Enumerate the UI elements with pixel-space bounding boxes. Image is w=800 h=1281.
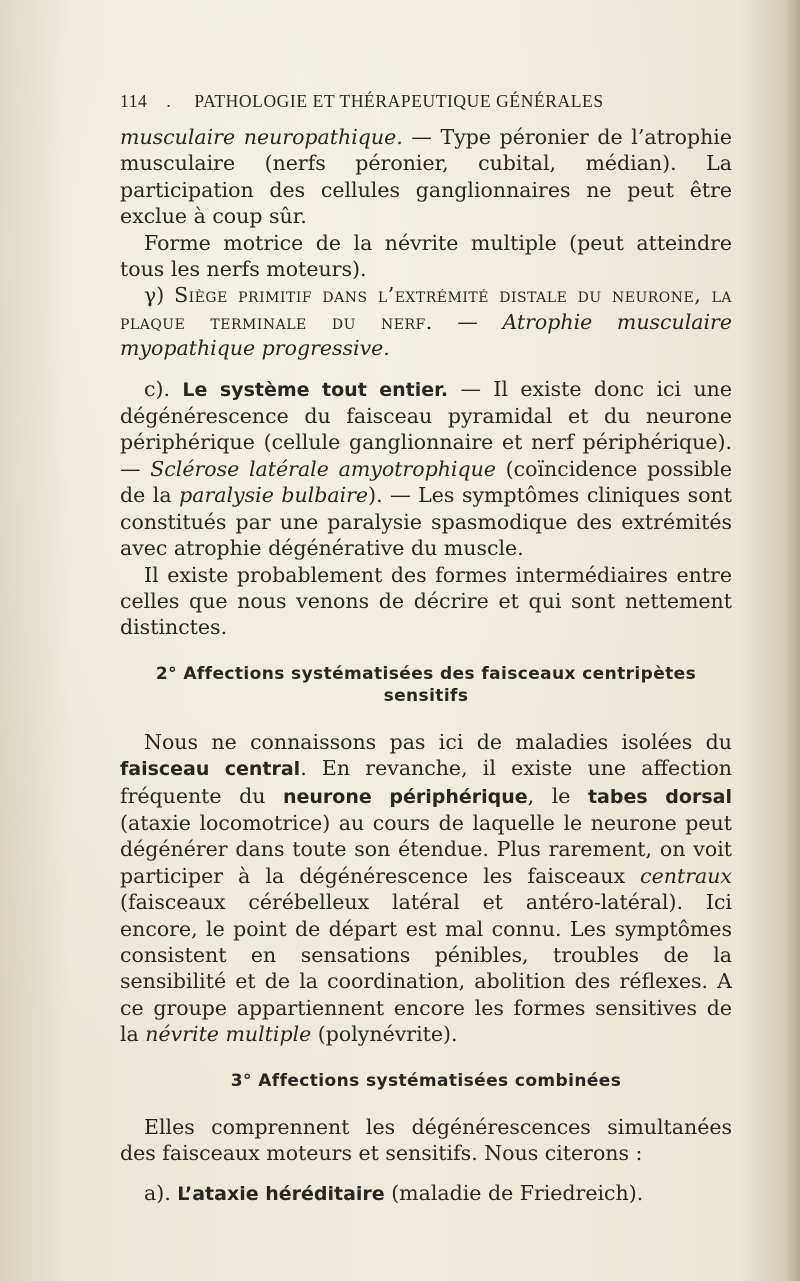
page-number: 114: [120, 91, 148, 111]
p6-bold3: tabes dorsal: [587, 785, 732, 808]
p4-label: c).: [144, 376, 183, 401]
p8-text: (maladie de Friedreich).: [384, 1181, 644, 1206]
p4-text1: — Il existe donc ici une dégénérescence du faisceau pyramidal et du neurone périphérique (cellule ganglionnaire et nerf périphérique). —: [120, 376, 732, 481]
section-heading-3: [120, 1070, 732, 1092]
paragraph-3: [120, 282, 732, 361]
section-heading-2: [120, 663, 732, 707]
p8-bold: L’ataxie héréditaire: [177, 1183, 385, 1206]
p6-italic2: névrite multiple: [145, 1022, 312, 1047]
paragraph-7: Elles comprennent les dégénérescences simultanées des faisceaux moteurs et sensitifs. Nous citerons :: [120, 1114, 732, 1165]
p3-label: γ): [144, 283, 175, 308]
spacer: [120, 641, 732, 663]
p4-text2: (coïncidence possible de la: [120, 456, 732, 508]
spacer: [120, 1092, 732, 1114]
p6-text5: (faisceaux cérébelleux latéral et antéro-latéral). Ici encore, le point de départ est mal connu. Les symptômes consistent en sensations pénibles, troubles de la sensibilité et de la coordination, abolition des réflexes. A ce groupe appartiennent encore les formes sensitives de la: [120, 890, 732, 1047]
section-3-number: 3°: [230, 1070, 252, 1091]
section-3-title: Affections systématisées combinées: [258, 1070, 622, 1091]
p3-italic: Atrophie musculaire myopathique progressive.: [120, 309, 732, 361]
paragraph-8: [120, 1180, 732, 1207]
p3-dash: —: [432, 309, 503, 334]
paragraph-1: [120, 124, 732, 230]
p6-text6: (polynévrite).: [311, 1022, 458, 1047]
p1-italic: musculaire neuropathique.: [120, 125, 403, 149]
text-block: [120, 88, 732, 1208]
paragraph-5: Il existe probablement des formes intermédiaires entre celles que nous venons de décrire et qui sont nettement distinctes.: [120, 562, 732, 640]
p8-label: a).: [144, 1181, 178, 1206]
spacer: [120, 362, 732, 376]
p4-text3: ). — Les symptômes cliniques sont constitués par une paralysie spasmodique des extrémités avec atrophie dégénérative du muscle.: [120, 483, 732, 561]
spacer: [120, 1048, 732, 1070]
p6-text2: . En revanche, il existe une affection fréquente du: [120, 756, 732, 808]
paragraph-6: [120, 729, 732, 1048]
spacer: [120, 1166, 732, 1180]
section-2-number: 2°: [155, 663, 177, 684]
p6-text3: , le: [527, 783, 588, 808]
p1-text: — Type péronier de l’atrophie musculaire (nerfs péronier, cubital, médian). La participation des cellules ganglionnaires ne peut être exclue à coup sûr.: [120, 125, 732, 229]
running-title: PATHOLOGIE ET THÉRAPEUTIQUE GÉNÉRALES: [194, 91, 604, 111]
paragraph-4: [120, 376, 732, 562]
section-2-title: Affections systématisées des faisceaux centripètes sensitifs: [183, 663, 697, 706]
p4-italic1: Sclérose latérale amyotrophique: [150, 456, 496, 481]
running-head: [120, 88, 732, 124]
page-spine-shadow: [786, 0, 800, 1281]
p4-italic2: paralysie bulbaire: [179, 483, 369, 508]
p6-bold1: faisceau central: [120, 758, 301, 781]
header-separator: .: [166, 91, 172, 111]
p6-text1: Nous ne connaissons pas ici de maladies isolées du: [144, 729, 732, 754]
p6-bold2: neurone périphérique: [282, 785, 528, 808]
p6-italic1: centraux: [640, 863, 732, 888]
spacer: [120, 707, 732, 729]
p6-text4: (ataxie locomotrice) au cours de laquelle le neurone peut dégénérer dans toute son étendue. Plus rarement, on voit participer à la dégénérescence les faisceaux: [120, 810, 732, 888]
p4-bold: Le système tout entier.: [182, 378, 449, 401]
paragraph-2: Forme motrice de la névrite multiple (peut atteindre tous les nerfs moteurs).: [120, 230, 732, 282]
p3-smallcaps: Siège primitif dans l’extrémité distale du neurone, la plaque terminale du nerf.: [120, 283, 732, 334]
